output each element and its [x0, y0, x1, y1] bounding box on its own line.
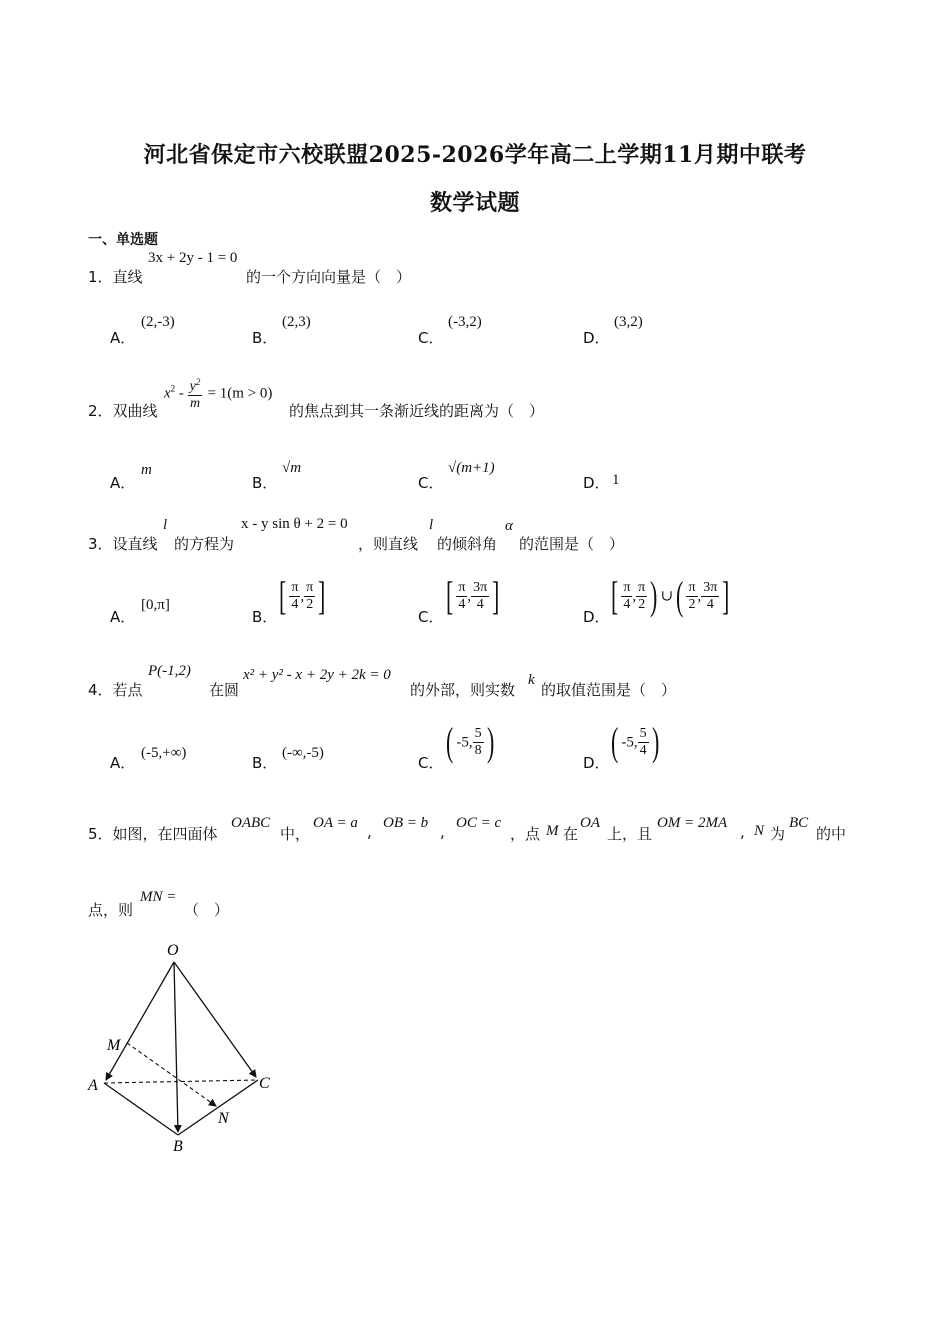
q3-option-c-label[interactable]: C．	[418, 608, 444, 626]
q2-option-b-value: √m	[282, 460, 302, 476]
question-3-alpha: α	[505, 518, 513, 534]
vector-mn	[127, 1043, 216, 1106]
question-3-mid-2: ，则直线	[358, 535, 419, 553]
q3-option-c-value: [ $\frac{\pi}{4}$ , $\frac{3\pi}{4}$ ]	[445, 573, 500, 618]
q4-option-c-value: ( -5, $\frac{5}{8}$ )	[445, 719, 494, 764]
q2-option-c-label[interactable]: C．	[418, 474, 444, 492]
question-3-mid-1: 的方程为	[174, 535, 235, 553]
q2-option-d-value: 1	[612, 472, 620, 488]
label-a: A	[88, 1077, 98, 1094]
question-5-shang: 上，且	[607, 825, 653, 843]
q4-option-a-label[interactable]: A．	[110, 754, 136, 772]
question-5-mn: MN =	[140, 889, 177, 905]
label-m: M	[107, 1037, 121, 1054]
question-4-equation: x² + y² - x + 2y + 2k = 0	[243, 667, 391, 683]
q3-option-d-label[interactable]: D．	[583, 608, 610, 626]
q4-option-d-value: ( -5, $\frac{5}{4}$ )	[610, 719, 659, 764]
q1-option-d-label[interactable]: D．	[583, 329, 610, 347]
question-5-zai: 在	[563, 825, 579, 843]
question-1-prefix: 1．直线	[88, 268, 143, 286]
q1-option-b-label[interactable]: B．	[252, 329, 278, 347]
question-3-prefix: 3．设直线	[88, 535, 158, 553]
q3-option-b-value: [ $\frac{\pi}{4}$ , $\frac{\pi}{2}$ ]	[278, 573, 326, 618]
q1-option-b-value: (2,3)	[282, 314, 311, 330]
q2-option-d-label[interactable]: D．	[583, 474, 610, 492]
edge-ob	[174, 962, 178, 1132]
question-5-om-eq: OM = 2MA	[657, 815, 728, 831]
question-2-prefix: 2．双曲线	[88, 402, 158, 420]
question-2-tail: 的焦点到其一条渐近线的距离为（ ）	[289, 402, 545, 420]
edge-oc	[174, 962, 256, 1077]
q2-option-a-label[interactable]: A．	[110, 474, 136, 492]
q1-option-d-value: (3,2)	[614, 314, 643, 330]
question-4-mid-2: 的外部，则实数	[410, 681, 516, 699]
question-5-oa-eq: OA = a	[313, 815, 358, 831]
question-5-point-n: N	[754, 823, 765, 839]
question-5-line-2b: （ ）	[184, 901, 230, 919]
section-heading: 一、单选题	[88, 232, 158, 248]
q2-option-a-value: m	[141, 462, 152, 478]
question-5-comma-1: ,	[367, 823, 372, 841]
q1-option-a-label[interactable]: A．	[110, 329, 136, 347]
question-5-dezhong: 的中	[816, 825, 847, 843]
label-b: B	[173, 1138, 183, 1155]
q4-option-d-label[interactable]: D．	[583, 754, 610, 772]
question-3-tail: 的范围是（ ）	[519, 535, 625, 553]
q4-option-c-label[interactable]: C．	[418, 754, 444, 772]
q3-option-a-label[interactable]: A．	[110, 608, 136, 626]
question-1-equation: 3x + 2y - 1 = 0	[148, 250, 238, 266]
q4-option-b-value: (-∞,-5)	[282, 745, 324, 761]
question-5-prefix: 5．如图，在四面体	[88, 825, 218, 843]
question-5-wei: 为	[770, 825, 786, 843]
question-1-tail: 的一个方向向量是（ ）	[246, 268, 412, 286]
question-4-mid-1: 在圆	[209, 681, 240, 699]
question-3-line-l-2: l	[429, 517, 434, 533]
q3-option-b-label[interactable]: B．	[252, 608, 278, 626]
q2-option-b-label[interactable]: B．	[252, 474, 278, 492]
question-4-k: k	[528, 672, 535, 688]
question-5-oc-eq: OC = c	[456, 815, 502, 831]
label-n: N	[218, 1110, 229, 1127]
question-4-tail: 的取值范围是（ ）	[541, 681, 677, 699]
q1-option-c-label[interactable]: C．	[418, 329, 444, 347]
question-5-dian: ，点	[510, 825, 541, 843]
label-c: C	[259, 1075, 270, 1092]
question-5-segment-bc: BC	[789, 815, 809, 831]
q3-option-a-value: [0,π]	[141, 597, 170, 613]
q1-option-a-value: (2,-3)	[141, 314, 175, 330]
question-5-point-m: M	[546, 823, 559, 839]
edge-ab	[104, 1083, 178, 1135]
title-line-1: 河北省保定市六校联盟2025-2026学年高二上学期11月期中联考	[143, 142, 807, 168]
title-line-2: 数学试题	[429, 190, 520, 216]
question-4-point: P(-1,2)	[148, 663, 191, 679]
question-2-condition: = 1(m > 0)	[207, 385, 273, 402]
question-5-line-2a: 点，则	[88, 901, 134, 919]
question-5-segment-oa: OA	[580, 815, 600, 831]
question-5-ob-eq: OB = b	[383, 815, 429, 831]
edge-oa	[106, 962, 174, 1080]
q2-option-c-value: √(m+1)	[448, 460, 495, 476]
question-3-line-l-1: l	[163, 517, 168, 533]
q1-option-c-value: (-3,2)	[448, 314, 482, 330]
question-2-equation: $x^2$ - $\frac{y^2}{m}$ = 1(m > 0)	[164, 374, 272, 412]
question-5-zhong: 中，	[280, 825, 311, 843]
q3-option-d-value: [ $\frac{\pi}{4}$ , $\frac{\pi}{2}$ ) ∪( $\frac{\pi}{2}$ , $\frac{3\pi}{4}$ ]	[610, 573, 730, 618]
question-5-tetrahedron: OABC	[231, 815, 271, 831]
question-5-comma-3: ,	[740, 823, 745, 841]
question-3-mid-3: 的倾斜角	[437, 535, 498, 553]
question-4-prefix: 4．若点	[88, 681, 143, 699]
question-3-equation: x - y sin θ + 2 = 0	[241, 516, 348, 532]
q4-option-b-label[interactable]: B．	[252, 754, 278, 772]
question-5-comma-2: ,	[440, 823, 445, 841]
q4-option-a-value: (-5,+∞)	[141, 745, 187, 761]
label-o: O	[167, 942, 179, 959]
tetrahedron-figure	[80, 935, 300, 1160]
